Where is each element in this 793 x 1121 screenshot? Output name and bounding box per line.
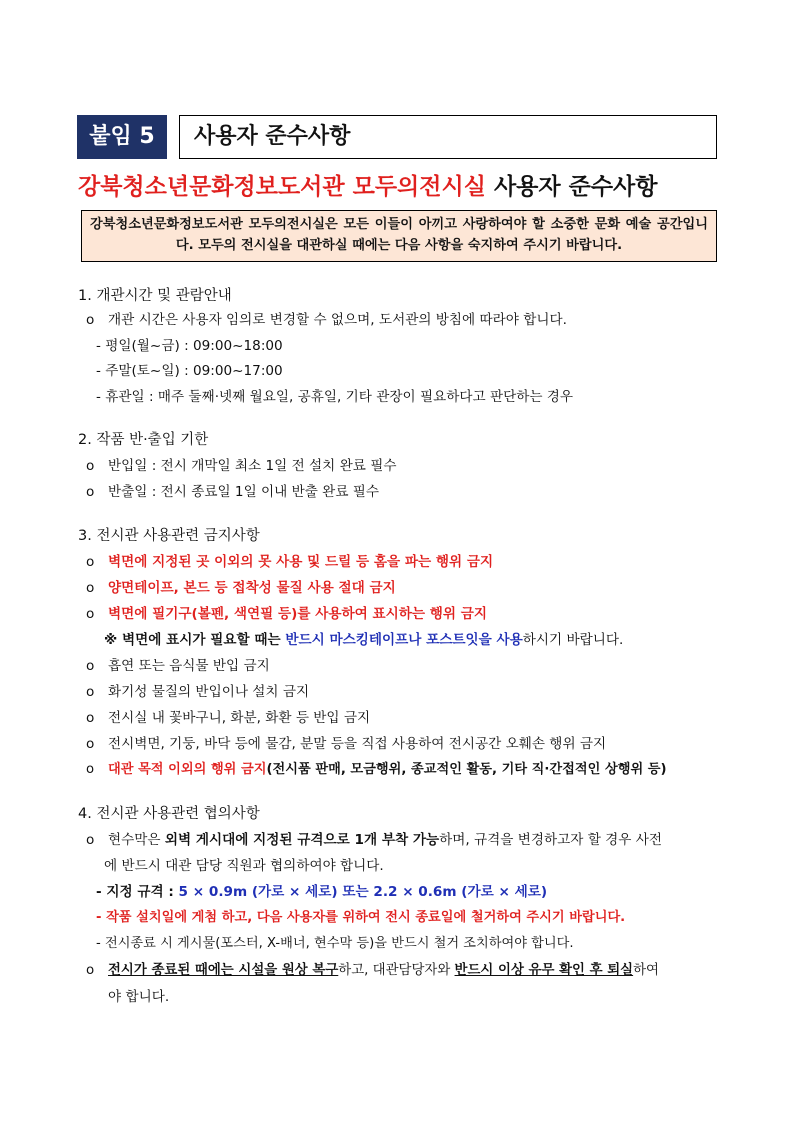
list-item: o 전시가 종료된 때에는 시설을 원상 복구하고, 대관담당자와 반드시 이상 유무 확인 후 퇴실하여 <box>86 961 659 981</box>
list-item: o 전시벽면, 기둥, 바닥 등에 물감, 분말 등을 직접 사용하여 전시공간 오훼손 행위 금지 <box>86 736 607 752</box>
list-item: - 주말(토~일) : 09:00~17:00 <box>96 363 283 379</box>
title-row <box>77 115 717 159</box>
list-item: o 반입일 : 전시 개막일 최소 1일 전 설치 완료 필수 <box>86 458 397 474</box>
bullet-icon: o <box>86 963 95 978</box>
section-1-heading: 1. 개관시간 및 관람안내 <box>78 288 232 304</box>
bullet-icon: o <box>86 312 95 328</box>
bullet-icon: o <box>86 684 95 700</box>
bullet-icon: o <box>86 606 95 622</box>
list-item: - 작품 설치일에 게첨 하고, 다음 사용자를 위하여 전시 종료일에 철거하여 주시기 바랍니다. <box>96 910 626 925</box>
list-item: o 현수막은 외벽 게시대에 지정된 규격으로 1개 부착 가능하며, 규격을 변경하고자 할 경우 사전 <box>86 832 662 848</box>
list-item: o 벽면에 지정된 곳 이외의 못 사용 및 드릴 등 홈을 파는 행위 금지 <box>86 554 494 570</box>
headline <box>78 168 728 201</box>
headline-subject: 사용자 준수사항 <box>493 174 658 200</box>
intro-box: 강북청소년문화정보도서관 모두의전시실은 모든 이들이 아끼고 사랑하여야 할 소중한 문화 예술 공간입니다. 모두의 전시실을 대관하실 때에는 다음 사항을 숙지하여 주시기 바랍니다. <box>81 210 717 262</box>
section-2-heading: 2. 작품 반·출입 기한 <box>78 432 209 448</box>
bullet-icon: o <box>86 554 95 570</box>
bullet-icon: o <box>86 580 95 596</box>
list-item: - 전시종료 시 게시물(포스터, X-배너, 현수막 등)을 반드시 철거 조치하여야 합니다. <box>96 936 574 951</box>
list-item: o 화기성 물질의 반입이나 설치 금지 <box>86 684 310 700</box>
list-item: o 전시실 내 꽃바구니, 화분, 화환 등 반입 금지 <box>86 710 371 726</box>
list-item: - 평일(월~금) : 09:00~18:00 <box>96 338 283 354</box>
bullet-icon: o <box>86 762 95 777</box>
headline-facility: 강북청소년문화정보도서관 모두의전시실 <box>78 174 486 200</box>
bullet-icon: o <box>86 710 95 726</box>
section-4-heading: 4. 전시관 사용관련 협의사항 <box>78 806 260 822</box>
bullet-icon: o <box>86 658 95 674</box>
list-item: o 개관 시간은 사용자 임의로 변경할 수 없으며, 도서관의 방침에 따라야 합니다. <box>86 312 567 328</box>
list-item-continued: 야 합니다. <box>108 989 170 1005</box>
list-item-continued: 에 반드시 대관 담당 직원과 협의하여야 합니다. <box>104 858 384 874</box>
page-title: 사용자 준수사항 <box>179 115 717 159</box>
list-item: - 지정 규격 : 5 × 0.9m (가로 × 세로) 또는 2.2 × 0.6m (가로 × 세로) <box>96 884 548 900</box>
note-line: ※ 벽면에 표시가 필요할 때는 반드시 마스킹테이프나 포스트잇을 사용하시기 바랍니다. <box>104 632 624 648</box>
bullet-icon: o <box>86 736 95 752</box>
list-item: - 휴관일 : 매주 둘째·넷째 월요일, 공휴일, 기타 관장이 필요하다고 판단하는 경우 <box>96 389 574 405</box>
attachment-badge: 붙임 5 <box>77 115 167 159</box>
list-item: o 반출일 : 전시 종료일 1일 이내 반출 완료 필수 <box>86 484 380 500</box>
list-item: o 대관 목적 이외의 행위 금지(전시품 판매, 모금행위, 종교적인 활동, 기타 직·간접적인 상행위 등) <box>86 760 667 780</box>
list-item: o 흡연 또는 음식물 반입 금지 <box>86 658 270 674</box>
bullet-icon: o <box>86 458 95 474</box>
list-item: o 양면테이프, 본드 등 접착성 물질 사용 절대 금지 <box>86 580 396 596</box>
list-item: o 벽면에 필기구(볼펜, 색연필 등)를 사용하여 표시하는 행위 금지 <box>86 606 488 622</box>
section-3-heading: 3. 전시관 사용관련 금지사항 <box>78 528 260 544</box>
bullet-icon: o <box>86 832 95 848</box>
bullet-icon: o <box>86 484 95 500</box>
